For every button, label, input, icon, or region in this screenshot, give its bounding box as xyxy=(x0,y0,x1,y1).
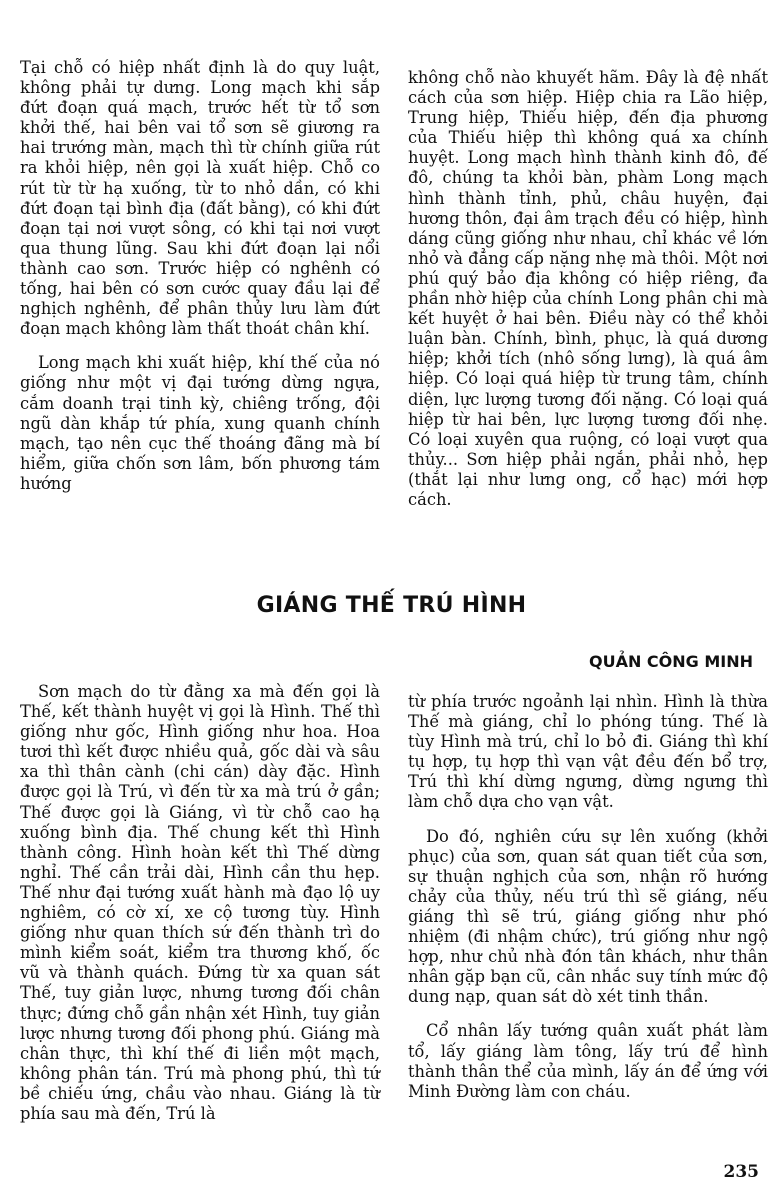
paragraph: Sơn mạch do từ đằng xa mà đến gọi là Thế, kết thành huyệt vị gọi là Hình. Thế thì giống như gốc, Hình giống như hoa. Hoa tươi thì kết được nhiều quả, gốc dài và sâu xa thì thân cành (chi cán) dày đặc. Hình được gọi là Trú, vì đến từ xa mà trú ở gần; Thế được gọi là Giáng, vì từ chỗ cao hạ xuống bình địa. Thế chung kết thì Hình thành công. Hình hoàn kết thì Thế dừng nghỉ. Thế cần trải dài, Hình cần thu hẹp. Thế như đại tướng xuất hành mà đạo lộ uy nghiêm, có cờ xí, xe cộ tương tùy. Hình giống như quan thích sứ đến thành trì do mình kiểm soát, kiểm tra thương khố, ốc vũ và thành quách. Đứng từ xa quan sát Thế, tuy giản lược, nhưng tương đối chân thực; đứng chỗ gần nhận xét Hình, tuy giản lược nhưng tương đối phong phú. Giáng mà chân thực, thì khí thế đi liền một mạch, không phân tán. Trú mà phong phú, thì tứ bề chiếu ứng, chầu vào nhau. Giáng là từ phía sau mà đến, Trú là xyxy=(20,682,380,1123)
paragraph: từ phía trước ngoảnh lại nhìn. Hình là thừa Thế mà giáng, chỉ lo phóng túng. Thế là tùy Hình mà trú, chỉ lo bỏ đi. Giáng thì khí tụ hợp, tụ hợp thì vạn vật đều đến bổ trợ, Trú thì khí dừng ngưng, dừng ngưng thì làm chỗ dựa cho vạn vật. xyxy=(408,692,768,812)
paragraph: Long mạch khi xuất hiệp, khí thế của nó giống như một vị đại tướng dừng ngựa, cắm doanh trại tinh kỳ, chiêng trống, đội ngũ dàn khắp tứ phía, xung quanh chính mạch, tạo nên cục thế thoáng đãng mà bí hiểm, giữa chốn sơn lâm, bốn phương tám hướng xyxy=(20,353,380,493)
bottom-left-column xyxy=(20,682,380,1124)
page-number: 235 xyxy=(723,1162,759,1182)
paragraph: Tại chỗ có hiệp nhất định là do quy luật, không phải tự dưng. Long mạch khi sắp đứt đoạn quá mạch, trước hết từ tổ sơn khởi thế, hai bên vai tổ sơn sẽ giương ra hai trướng màn, mạch thì từ chính giữa rút ra khỏi hiệp, nên gọi là xuất hiệp. Chỗ co rút từ từ hạ xuống, từ to nhỏ dần, có khi đứt đoạn tại bình địa (đất bằng), có khi đứt đoạn tại nơi vượt sông, có khi tại nơi vượt qua thung lũng. Sau khi đứt đoạn lại nổi thành cao sơn. Trước hiệp có nghênh có tống, hai bên có sơn cước quay đầu lại để nghịch nghênh, để phân thủy lưu làm đứt đoạn mạch không làm thất thoát chân khí. xyxy=(20,58,380,339)
paragraph: Do đó, nghiên cứu sự lên xuống (khởi phục) của sơn, quan sát quan tiết của sơn, sự thuận nghịch của sơn, nhận rõ hướng chảy của thủy, nếu trú thì sẽ giáng, nếu giáng thì sẽ trú, giáng giống như phó nhiệm (đi nhậm chức), trú giống như ngộ hợp, như chủ nhà đón tân khách, như thân nhân gặp bạn cũ, cân nhắc suy tính mức độ dung nạp, quan sát dò xét tinh thần. xyxy=(408,826,768,1007)
article-title: GIÁNG THẾ TRÚ HÌNH xyxy=(256,593,527,618)
bottom-right-column xyxy=(408,692,768,1102)
article-author: QUẢN CÔNG MINH xyxy=(588,652,753,671)
paragraph: Cổ nhân lấy tướng quân xuất phát làm tổ, lấy giáng làm tông, lấy trú để hình thành thân thể của mình, lấy án để ứng với Minh Đường làm con cháu. xyxy=(408,1021,768,1101)
top-left-column xyxy=(20,58,380,494)
paragraph: không chỗ nào khuyết hãm. Đây là đệ nhất cách của sơn hiệp. Hiệp chia ra Lão hiệp, Trung hiệp, Thiếu hiệp, đến địa phương của Thiếu hiệp thì không quá xa chính huyệt. Long mạch hình thành kinh đô, đế đô, chúng ta khỏi bàn, phàm Long mạch hình thành tỉnh, phủ, châu huyện, đại hương thôn, đại âm trạch đều có hiệp, hình dáng cũng giống như nhau, chỉ khác về lớn nhỏ và đẳng cấp nặng nhẹ mà thôi. Một nơi phú quý bảo địa không có hiệp riêng, đa phần nhờ hiệp của chính Long phân chi mà kết huyệt ở hai bên. Điều này có thể khỏi luận bàn. Chính, bình, phục, là quá dương hiệp; khởi tích (nhô sống lưng), là quá âm hiệp. Có loại quá hiệp từ trung tâm, chính diện, lực lượng tương đối nặng. Có loại quá hiệp từ hai bên, lực lượng tương đối nhẹ. Có loại xuyên qua ruộng, có loại vượt qua thủy... Sơn hiệp phải ngắn, phải nhỏ, hẹp (thắt lại như lưng ong, cổ hạc) mới hợp cách. xyxy=(408,68,768,509)
top-right-column xyxy=(408,68,768,510)
